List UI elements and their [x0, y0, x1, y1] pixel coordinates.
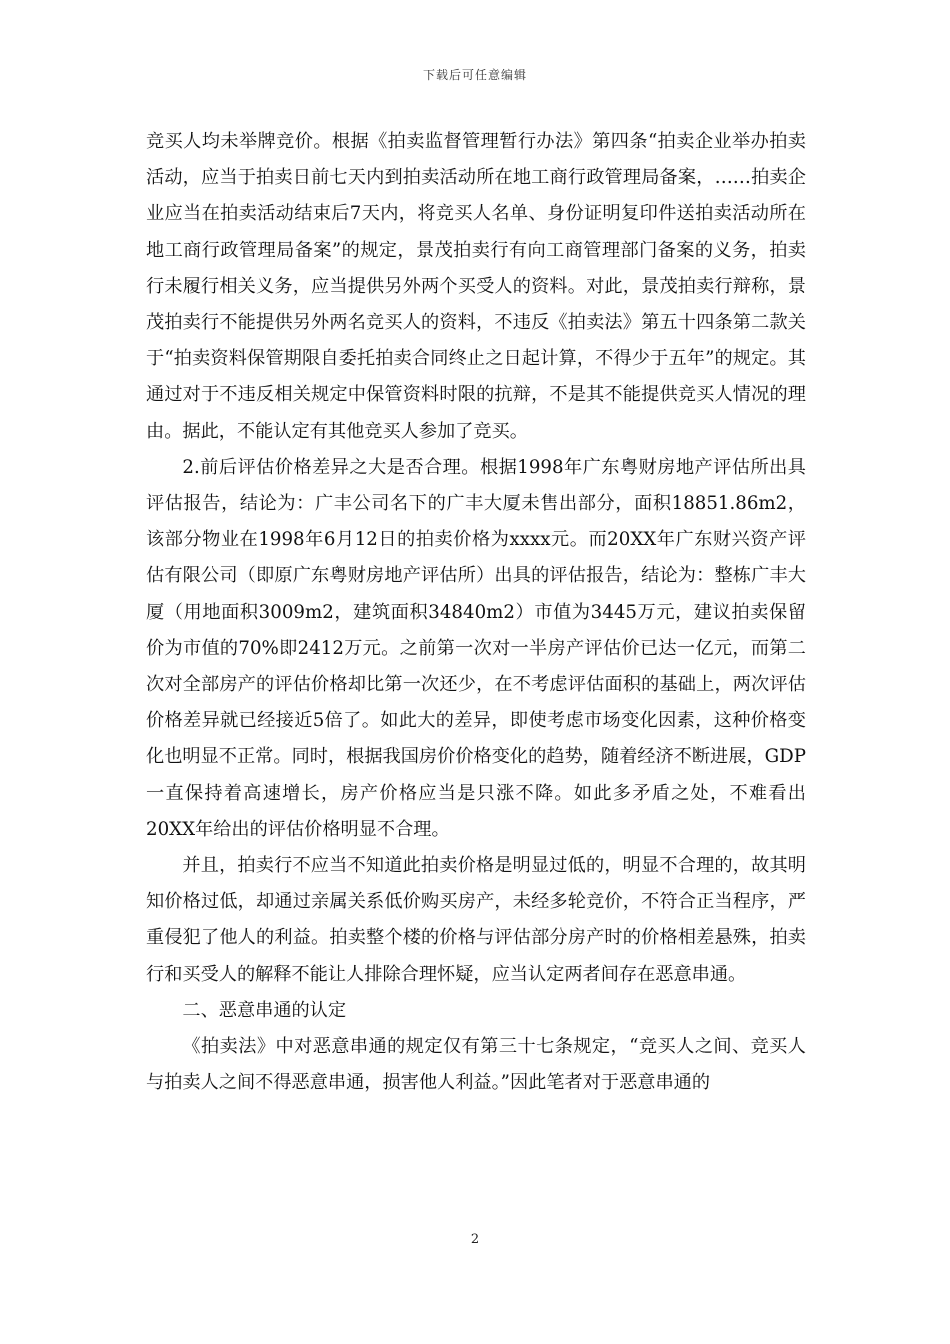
page-header: 下载后可任意编辑 — [422, 68, 527, 82]
section-heading: 二、恶意串通的认定 — [182, 999, 347, 1021]
paragraph-1: 竞买人均未举牌竞价。根据《拍卖监督管理暂行办法》第四条“拍卖企业举办拍卖活动，应当于拍卖日前七天内到拍卖活动所在地工商行政管理局备案，……拍卖企业应当在拍卖活动结束后7天内，将竞买人名单、身份证明复印件送拍卖活动所在地工商行政管理局备案”的规定，景茂拍卖行有向工商管理部门备案的义务，拍卖行未履行相关义务，应当提供另外两个买受人的资料。对此，景茂拍卖行辩称，景茂拍卖行不能提供另外两名竞买人的资料，不违反《拍卖法》第五十四条第二款关于“拍卖资料保管期限自委托拍卖合同终止之日起计算，不得少于五年”的规定。其通过对于不违反相关规定中保管资料时限的抗辩，不是其不能提供竞买人情况的理由。据此，不能认定有其他竞买人参加了竞买。 — [146, 131, 806, 442]
paragraph-2: 2.前后评估价格差异之大是否合理。根据1998年广东粤财房地产评估所出具评估报告，结论为：广丰公司名下的广丰大厦未售出部分，面积18851.86m2，该部分物业在1998年6月12日的拍卖价格为xxxx元。而20XX年广东财兴资产评估有限公司（即原广东粤财房地产评估所）出具的评估报告，结论为：整栋广丰大厦（用地面积3009m2，建筑面积34840m2）市值为3445万元，建议拍卖保留价为市值的70%即2412万元。之前第一次对一半房产评估价已达一亿元，而第二次对全部房产的评估价格却比第一次还少，在不考虑评估面积的基础上，两次评估价格差异就已经接近5倍了。如此大的差异，即使考虑市场变化因素，这种价格变化也明显不正常。同时，根据我国房价价格变化的趋势，随着经济不断进展，GDP一直保持着高速增长，房产价格应当是只涨不降。如此多矛盾之处，不难看出20XX年给出的评估价格明显不合理。 — [146, 456, 806, 840]
paragraph-4: 《拍卖法》中对恶意串通的规定仅有第三十七条规定，“竞买人之间、竞买人与拍卖人之间不得恶意串通，损害他人利益。”因此笔者对于恶意串通的 — [146, 1036, 806, 1094]
document-body — [146, 124, 806, 1101]
paragraph-3: 并且，拍卖行不应当不知道此拍卖价格是明显过低的，明显不合理的，故其明知价格过低，却通过亲属关系低价购买房产，未经多轮竞价，不符合正当程序，严重侵犯了他人的利益。拍卖整个楼的价格与评估部分房产时的价格相差悬殊，拍卖行和买受人的解释不能让人排除合理怀疑，应当认定两者间存在恶意串通。 — [146, 855, 806, 985]
page-number: 2 — [470, 1232, 480, 1247]
